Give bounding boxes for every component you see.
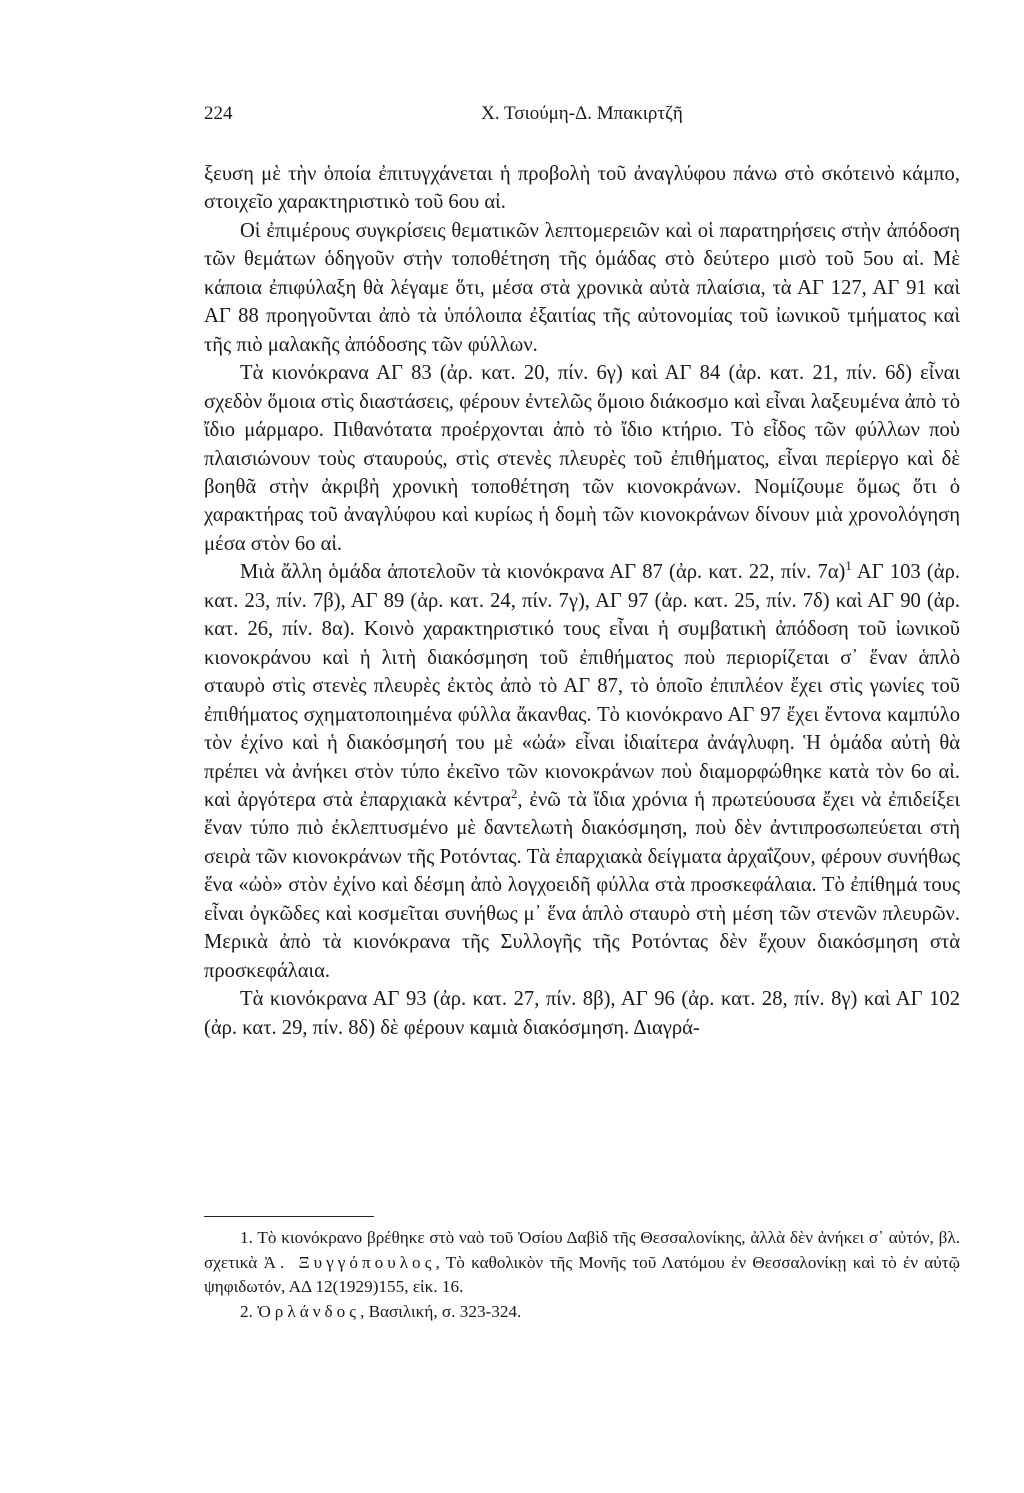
paragraph-1: ξευση μὲ τὴν ὁποία ἐπιτυγχάνεται ἡ προβολὴ τοῦ ἀναγλύφου πάνω στὸ σκότεινὸ κάμπο, στοιχεῖο χαρακτηριστικὸ τοῦ 6ου αἰ. <box>204 163 960 214</box>
page-number: 224 <box>204 103 233 124</box>
paragraph-3: Τὰ κιονόκρανα ΑΓ 83 (ἀρ. κατ. 20, πίν. 6γ) καὶ ΑΓ 84 (ἀρ. κατ. 21, πίν. 6δ) εἶναι σχεδὸν ὅμοια στὶς διαστάσεις, φέρουν ἐντελῶς ὅμοιο διάκοσμο καὶ εἶναι λαξευμένα ἀπὸ τὸ ἴδιο μάρμαρο. Πιθανότατα προέρχονται ἀπὸ τὸ ἴδιο κτήριο. Τὸ εἶδος τῶν φύλλων ποὺ πλαισιώνουν τοὺς σταυρούς, στὶς στενὲς πλευρὲς τοῦ ἐπιθήματος, εἶναι περίεργο καὶ δὲ βοηθᾶ στὴν ἀκριβὴ χρονικὴ τοποθέτηση τῶν κιονοκράνων. Νομίζουμε ὅμως ὅτι ὁ χαρακτήρας τοῦ ἀναγλύφου καὶ κυρίως ἡ δομὴ τῶν κιονοκράνων δίνουν μιὰ χρονολόγηση μέσα στὸν 6ο αἰ. <box>204 362 960 555</box>
footnote-ref-2[interactable]: 2 <box>510 787 518 802</box>
footnote-divider <box>204 1216 374 1217</box>
main-text <box>204 160 960 1042</box>
footnote-1 <box>204 1226 960 1300</box>
footnote-2-text-a: 2. <box>240 1301 258 1321</box>
footnotes <box>204 1226 960 1324</box>
paragraph-4-part-a: Μιὰ ἄλλη ὁμάδα ἀποτελοῦν τὰ κιονόκρανα ΑΓ 87 (ἀρ. κατ. 22, πίν. 7α) <box>240 561 846 584</box>
footnote-1-author: Ἀ. Ξυγγόπουλος <box>263 1252 436 1272</box>
footnote-2 <box>204 1300 960 1325</box>
paragraph-4-part-b: ΑΓ 103 (ἀρ. κατ. 23, πίν. 7β), ΑΓ 89 (ἀρ. κατ. 24, πίν. 7γ), ΑΓ 97 (ἀρ. κατ. 25, πίν. 7δ) καὶ ΑΓ 90 (ἀρ. κατ. 26, πίν. 8α). Κοινὸ χαρακτηριστικό τους εἶναι ἡ συμβατικὴ ἀπόδοση τοῦ ἰωνικοῦ κιονοκράνου καὶ ἡ λιτὴ διακόσμηση τοῦ ἐπιθήματος ποὺ περιορίζεται σ᾽ ἕναν ἁπλὸ σταυρὸ στὶς στενὲς πλευρὲς ἐκτὸς ἀπὸ τὸ ΑΓ 87, τὸ ὁποῖο ἐπιπλέον ἔχει στὶς γωνίες τοῦ ἐπιθήματος σχηματοποιημένα φύλλα ἄκανθας. Τὸ κιονόκρανο ΑΓ 97 ἔχει ἔντονα καμπύλο τὸν ἐχίνο καὶ ἡ διακόσμησή του μὲ «ὠά» εἶναι ἰδιαίτερα ἀνάγλυφη. Ἡ ὁμάδα αὐτὴ θὰ πρέπει νὰ ἀνήκει στὸν τύπο ἐκεῖνο τῶν κιονοκράνων ποὺ διαμορφώθηκε κατὰ τὸν 6ο αἰ. καὶ ἀργότερα στὰ ἐπαρχιακὰ κέντρα <box>204 561 960 811</box>
footnote-1-text-b: , Τὸ καθολικὸν τῆς Μονῆς τοῦ Λατόμου ἐν Θεσσαλονίκῃ καὶ τὸ ἐν αὐτῷ ψηφιδωτόν, ΑΔ 12(1929)155, εἰκ. 16. <box>204 1252 960 1296</box>
paragraph-2: Οἱ ἐπιμέρους συγκρίσεις θεματικῶν λεπτομερειῶν καὶ οἱ παρατηρήσεις στὴν ἀπόδοση τῶν θεμάτων ὁδηγοῦν στὴν τοποθέτηση τῆς ὁμάδας στὸ δεύτερο μισὸ τοῦ 5ου αἰ. Μὲ κάποια ἐπιφύλαξη θὰ λέγαμε ὅτι, μέσα στὰ χρονικὰ αὐτὰ πλαίσια, τὰ ΑΓ 127, ΑΓ 91 καὶ ΑΓ 88 προηγοῦνται ἀπὸ τὰ ὑπόλοιπα ἐξαιτίας τῆς αὐτονομίας τοῦ ἰωνικοῦ τμήματος καὶ τῆς πιὸ μαλακῆς ἀπόδοσης τῶν φύλλων. <box>204 219 960 356</box>
paragraph-5: Τὰ κιονόκρανα ΑΓ 93 (ἀρ. κατ. 27, πίν. 8β), ΑΓ 96 (ἀρ. κατ. 28, πίν. 8γ) καὶ ΑΓ 102 (ἀρ. κατ. 29, πίν. 8δ) δὲ φέρουν καμιὰ διακόσμηση. Διαγρά- <box>204 988 960 1039</box>
footnote-ref-1[interactable]: 1 <box>845 559 852 574</box>
footnote-1-text-a: 1. Τὸ κιονόκρανο βρέθηκε στὸ ναὸ τοῦ Ὁσίου Δαβὶδ τῆς Θεσσαλονίκης, ἀλλὰ δὲν ἀνήκει σ᾽ αὐτόν, βλ. σχετικὰ <box>204 1228 960 1272</box>
running-title: Χ. Τσιούμη-Δ. Μπακιρτζῆ <box>481 103 683 124</box>
footnote-2-author: Ὀρλάνδος <box>257 1301 360 1321</box>
footnote-2-text-b: , Βασιλική, σ. 323-324. <box>359 1301 522 1321</box>
paragraph-4-part-c: , ἐνῶ τὰ ἴδια χρόνια ἡ πρωτεύουσα ἔχει νὰ ἐπιδείξει ἕναν τύπο πιὸ ἐκλεπτυσμένο μὲ δαντελωτὴ διακόσμηση, ποὺ δὲν ἀντιπροσωπεύεται στὴ σειρὰ τῶν κιονοκράνων τῆς Ροτόντας. Τὰ ἐπαρχιακὰ δείγματα ἀρχαΐζουν, φέρουν συνήθως ἕνα «ὠὸ» στὸν ἐχίνο καὶ δέσμη ἀπὸ λογχοειδῆ φύλλα στὰ προσκεφάλαια. Τὸ ἐπίθημά τους εἶναι ὀγκῶδες καὶ κοσμεῖται συνήθως μ᾽ ἕνα ἁπλὸ σταυρὸ στὴ μέση τῶν στενῶν πλευρῶν. Μερικὰ ἀπὸ τὰ κιονόκρανα τῆς Συλλογῆς τῆς Ροτόντας δὲν ἔχουν διακόσμηση στὰ προσκεφάλαια. <box>204 788 961 982</box>
paragraph-4 <box>204 558 960 985</box>
running-header <box>204 103 960 133</box>
